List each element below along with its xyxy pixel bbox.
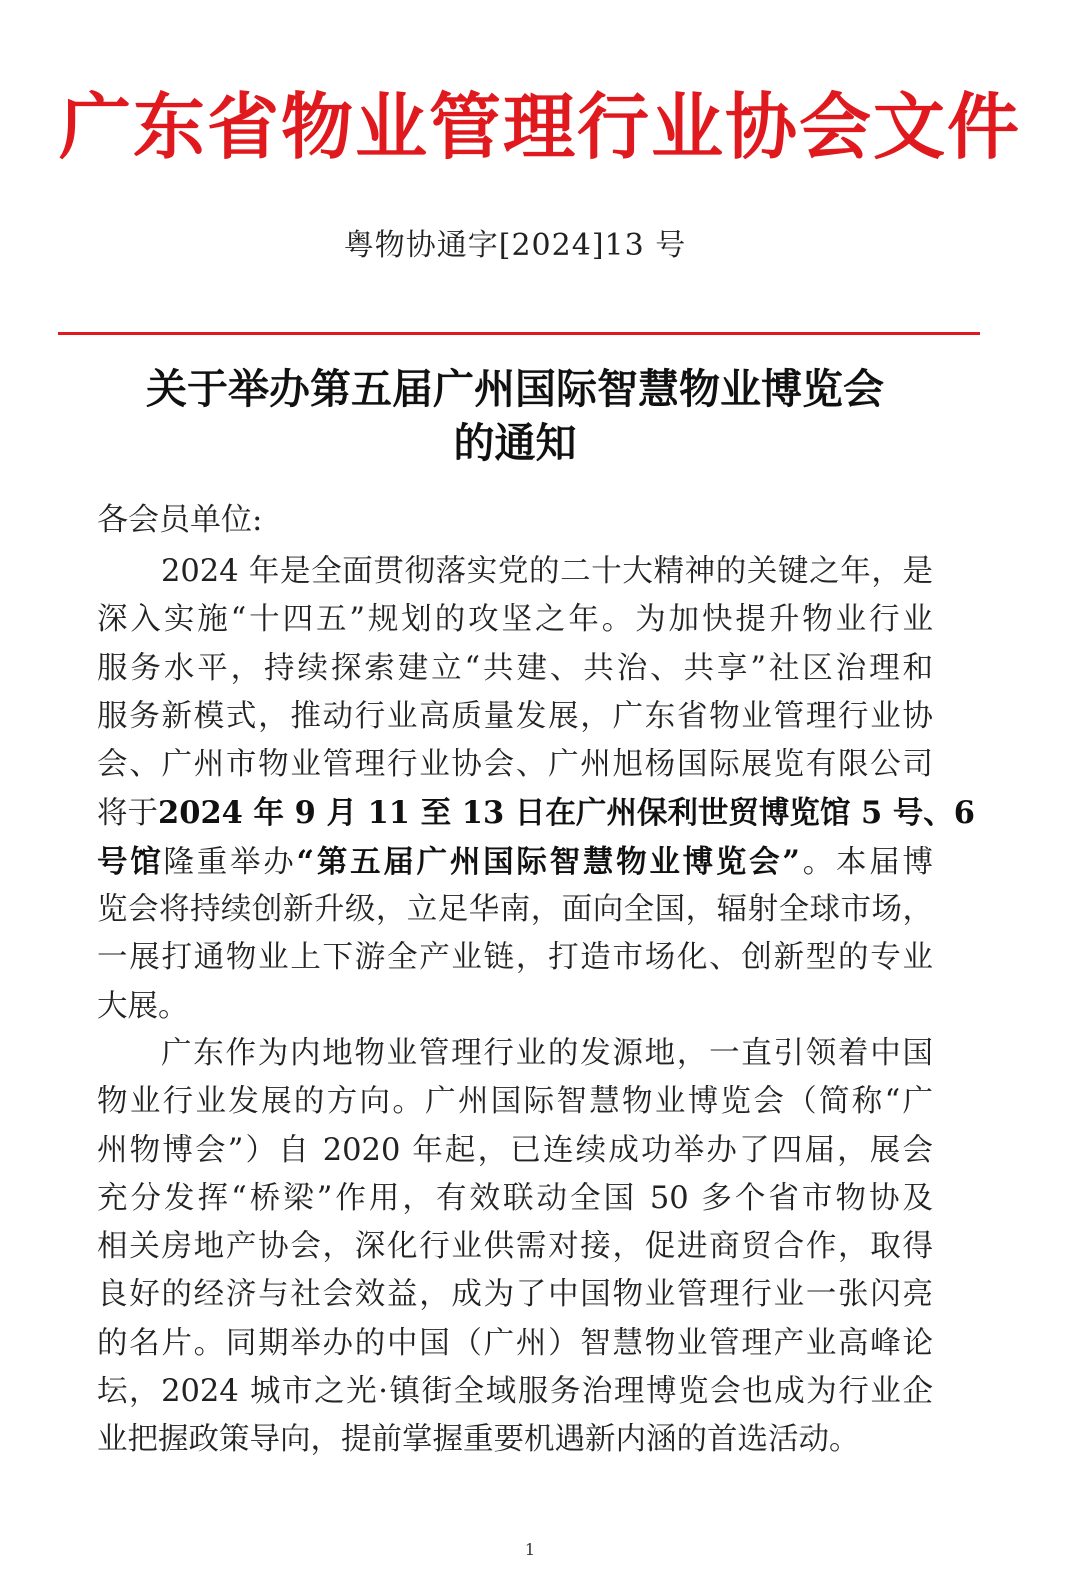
event-name: “第五届广州国际智慧物业博览会” [296, 843, 800, 880]
body-paragraph-2 [97, 1030, 933, 1465]
paragraph-line: 2024 年是全面贯彻落实党的二十大精神的关键之年，是 [161, 554, 933, 589]
text-run: 。本届博 [799, 844, 934, 880]
notice-title-line-2: 的通知 [453, 419, 577, 467]
body-paragraph-1 [97, 548, 976, 1031]
paragraph-line: 深入实施“十四五”规划的攻坚之年。为加快提升物业行业 [97, 602, 933, 638]
paragraph-line: 会、广州市物业管理行业协会、广州旭杨国际展览有限公司 [97, 747, 933, 783]
paragraph-line: 业把握政策导向，提前掌握重要机遇新内涵的首选活动。 [97, 1422, 860, 1458]
paragraph-line: 大展。 [97, 988, 189, 1024]
greeting: 各会员单位: [97, 502, 263, 538]
paragraph-line: 物业行业发展的方向。广州国际智慧物业博览会（简称“广 [97, 1084, 933, 1120]
event-hall: 号馆 [97, 843, 164, 880]
page-number: 1 [524, 1540, 536, 1559]
document-number: 粤物协通字[2024]13 号 [343, 228, 687, 263]
text-run: 隆重举办 [163, 844, 297, 880]
text-run: 将于 [97, 796, 158, 832]
paragraph-line [97, 789, 976, 837]
paragraph-line: 良好的经济与社会效益，成为了中国物业管理行业一张闪亮 [97, 1277, 933, 1313]
paragraph-line [97, 838, 933, 886]
paragraph-line: 充分发挥“桥梁”作用，有效联动全国 50 多个省市物协及 [97, 1180, 933, 1216]
red-divider-line [58, 332, 980, 335]
paragraph-line: 的名片。同期举办的中国（广州）智慧物业管理产业高峰论 [97, 1325, 933, 1361]
paragraph-line: 览会将持续创新升级，立足华南，面向全国，辐射全球市场， [97, 892, 933, 928]
event-date-venue: 2024 年 9 月 11 至 13 日在广州保利世贸博览馆 5 号、6 [158, 795, 976, 832]
paragraph-line: 相关房地产协会，深化行业供需对接，促进商贸合作，取得 [97, 1229, 933, 1265]
paragraph-line: 一展打通物业上下游全产业链，打造市场化、创新型的专业 [97, 940, 933, 976]
document-org-header: 广东省物业管理行业协会文件 [58, 85, 1021, 169]
paragraph-line: 广东作为内地物业管理行业的发源地，一直引领着中国 [161, 1036, 933, 1071]
paragraph-line: 服务新模式，推动行业高质量发展，广东省物业管理行业协 [97, 698, 933, 734]
paragraph-line: 坛，2024 城市之光·镇街全域服务治理博览会也成为行业企 [97, 1374, 933, 1410]
paragraph-line: 州物博会”）自 2020 年起，已连续成功举办了四届，展会 [97, 1132, 933, 1168]
notice-title [0, 362, 1030, 470]
paragraph-line: 服务水平，持续探索建立“共建、共治、共享”社区治理和 [97, 650, 933, 686]
notice-title-line-1: 关于举办第五届广州国际智慧物业博览会 [146, 365, 884, 413]
